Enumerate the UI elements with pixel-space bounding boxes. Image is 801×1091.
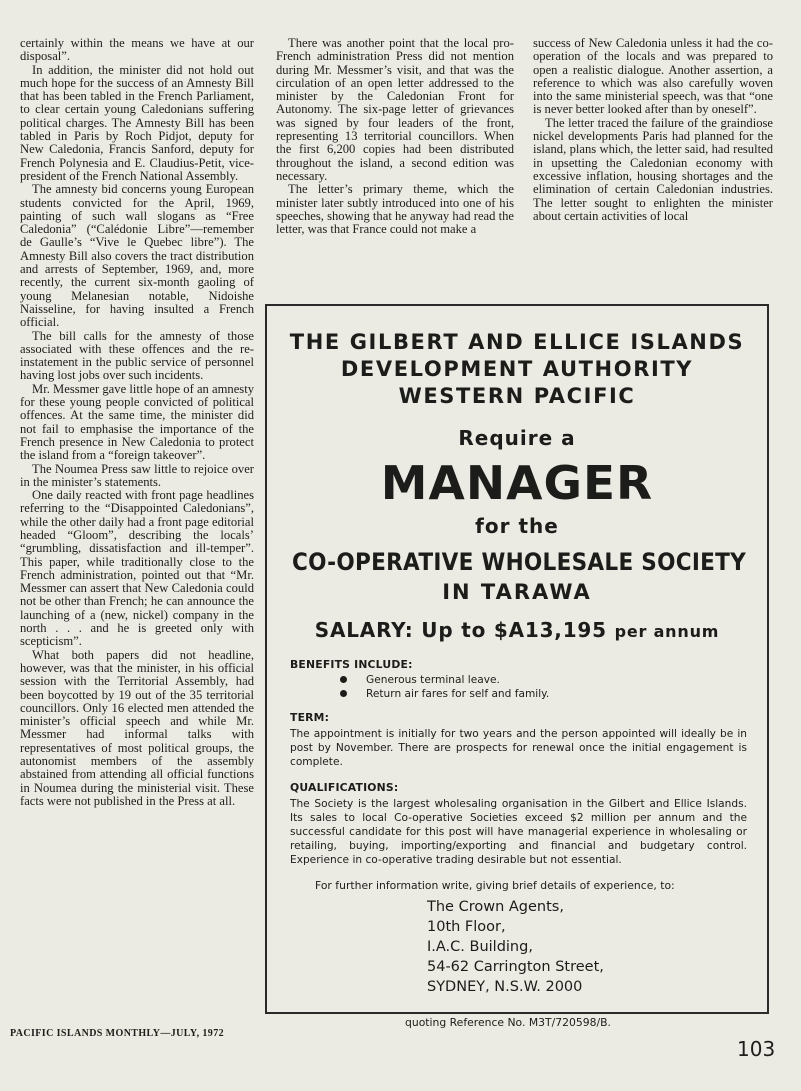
further-information: For further information write, giving brief details of experience, to:: [315, 879, 675, 892]
advert-organisation: [267, 329, 767, 410]
list-item: Generous terminal leave.: [340, 673, 747, 687]
qualifications-section: [290, 781, 747, 867]
contact-address: [427, 897, 767, 997]
advert-for-the: for the: [475, 514, 559, 538]
paragraph: certainly within the means we have at our disposal”.: [20, 36, 254, 64]
advert-position: MANAGER: [380, 456, 654, 510]
reference-number: quoting Reference No. M3T/720598/B.: [405, 1016, 611, 1029]
salary-unit: per annum: [614, 622, 720, 641]
page-number: 103: [737, 1037, 776, 1061]
address-line: 54-62 Carrington Street,: [427, 959, 604, 975]
qualifications-text: The Society is the largest wholesaling organisation in the Gilbert and Ellice Islands. Its sales to local Co-operative Societies exceed $2 million per annum and the successful candidate for this post will have managerial experience in wholesaling or retailing, buying, importing/exporting and financial and budgetary control. Experience in co-operative trading desirable but not essential.: [290, 798, 747, 866]
salary-value: Up to $A13,195: [421, 618, 607, 642]
term-section: [290, 711, 747, 769]
org-line: THE GILBERT AND ELLICE ISLANDS: [289, 330, 745, 354]
term-heading: TERM:: [290, 711, 330, 724]
paragraph: Mr. Messmer gave little hope of an amnesty for these young people convicted of political offences. At the same time, the minister did not fail to emphasise the importance of the French presence in New Caledonia to protect the island from a “foreign takeover”.: [20, 381, 254, 463]
term-text: The appointment is initially for two years and the person appointed will ideally be in post by November. There are prospects for renewal once the initial engagement is complete.: [290, 728, 747, 768]
paragraph: In addition, the minister did not hold out much hope for the success of an Amnesty Bill that has been tabled in the French Parliament, to clear certain young Caledonians suffering political charges. The Amnesty Bill has been tabled in Paris by Roch Pidjot, deputy for New Caledonia, Francis Sanford, deputy for French Polynesia and E. Claudius-Petit, vice-president of the French National Assembly.: [20, 62, 254, 183]
article-column-2: [276, 37, 514, 236]
benefits-heading: BENEFITS INCLUDE:: [290, 658, 413, 671]
article-column-1: [20, 37, 254, 808]
address-line: The Crown Agents,: [427, 899, 564, 915]
qualifications-heading: QUALIFICATIONS:: [290, 781, 399, 794]
advert-require: Require a: [458, 426, 576, 450]
paragraph: There was another point that the local pro-French administration Press did not mention during Mr. Messmer’s visit, and that was the circulation of an open letter addressed to the minister by the Caledonian Front for Autonomy. The six-page letter of grievances was signed by four leaders of the front, representing 13 territorial councillors. When the first 6,200 copies had been distributed throughout the island, a second edition was necessary.: [276, 36, 514, 183]
bullet-icon: [340, 690, 347, 697]
benefits-list: [340, 673, 747, 701]
paragraph: The letter traced the failure of the graindiose nickel developments Paris had planned for the island, plans which, the letter said, had resulted in upsetting the Caledonian economy with excessive inflation, housing shortages and the elimination of certain Caledonian industries. The letter sought to enlighten the minister about certain activities of local: [533, 115, 773, 223]
benefits-section: [290, 658, 747, 701]
advert-salary: [267, 618, 767, 642]
advert-society: CO-OPERATIVE WHOLESALE SOCIETY: [292, 548, 747, 576]
publication-footer: PACIFIC ISLANDS MONTHLY—JULY, 1972: [10, 1028, 225, 1039]
article-column-3: [533, 37, 773, 223]
salary-label: SALARY:: [314, 618, 414, 642]
paragraph: What both papers did not headline, however, was that the minister, in his official session with the Territorial Assembly, had been boycotted by 19 out of the 35 territorial councillors. Only 16 elected men attended the minister’s official speech and while Mr. Messmer had informal talks with representatives of most political groups, the autonomist members of the assembly abstained from attending all official functions in Noumea during the ministerial visit. These facts were not published in the Press at all.: [20, 647, 254, 808]
org-line: WESTERN PACIFIC: [398, 384, 636, 408]
paragraph: The letter’s primary theme, which the minister later subtly introduced into one of his speeches, showing that he anyway had read the letter, was that France could not make a: [276, 182, 514, 237]
org-line: DEVELOPMENT AUTHORITY: [340, 357, 694, 381]
bullet-icon: [340, 676, 347, 683]
address-line: SYDNEY, N.S.W. 2000: [427, 979, 583, 995]
list-item: Return air fares for self and family.: [340, 687, 747, 701]
paragraph: The Noumea Press saw little to rejoice over in the minister’s statements.: [20, 461, 254, 489]
paragraph: The bill calls for the amnesty of those associated with these offences and the re-instatement in the public service of personnel having lost jobs over such incidents.: [20, 328, 254, 383]
advert-location: IN TARAWA: [442, 580, 592, 604]
address-line: I.A.C. Building,: [427, 939, 533, 955]
address-line: 10th Floor,: [427, 919, 506, 935]
paragraph: success of New Caledonia unless it had the co-operation of the locals and was prepared to open a realistic dialogue. Another assertion, a reference to which was also carefully woven into the same ministerial speech, was that “one is never better looked after than by oneself”.: [533, 36, 773, 117]
paragraph: One daily reacted with front page headlines referring to the “Disappointed Caledonians”, while the other daily had a front page editorial headed “Gloom”, describing the locals’ “grumbling, dissatisfaction and ill-temper”. This paper, while traditionally close to the French administration, pointed out that “Mr. Messmer can assert that New Caledonia could not be other than French; he can announce the launching of a (new, nickel) company in the north . . . and he is greeted only with scepticism”.: [20, 488, 254, 649]
job-advertisement: [265, 304, 769, 1029]
paragraph: The amnesty bid concerns young European students convicted for the April, 1969, painting of such wall slogans as “Free Caledonia” (“Calédonie Libre”—remember de Gaulle’s “Vive le Quebec libre”). The Amnesty Bill also covers the tract distribution and arrests of September, 1969, and, more recently, the current six-month gaoling of young Melanesian notable, Nidoishe Naisseline, for having insulted a French official.: [20, 182, 254, 330]
